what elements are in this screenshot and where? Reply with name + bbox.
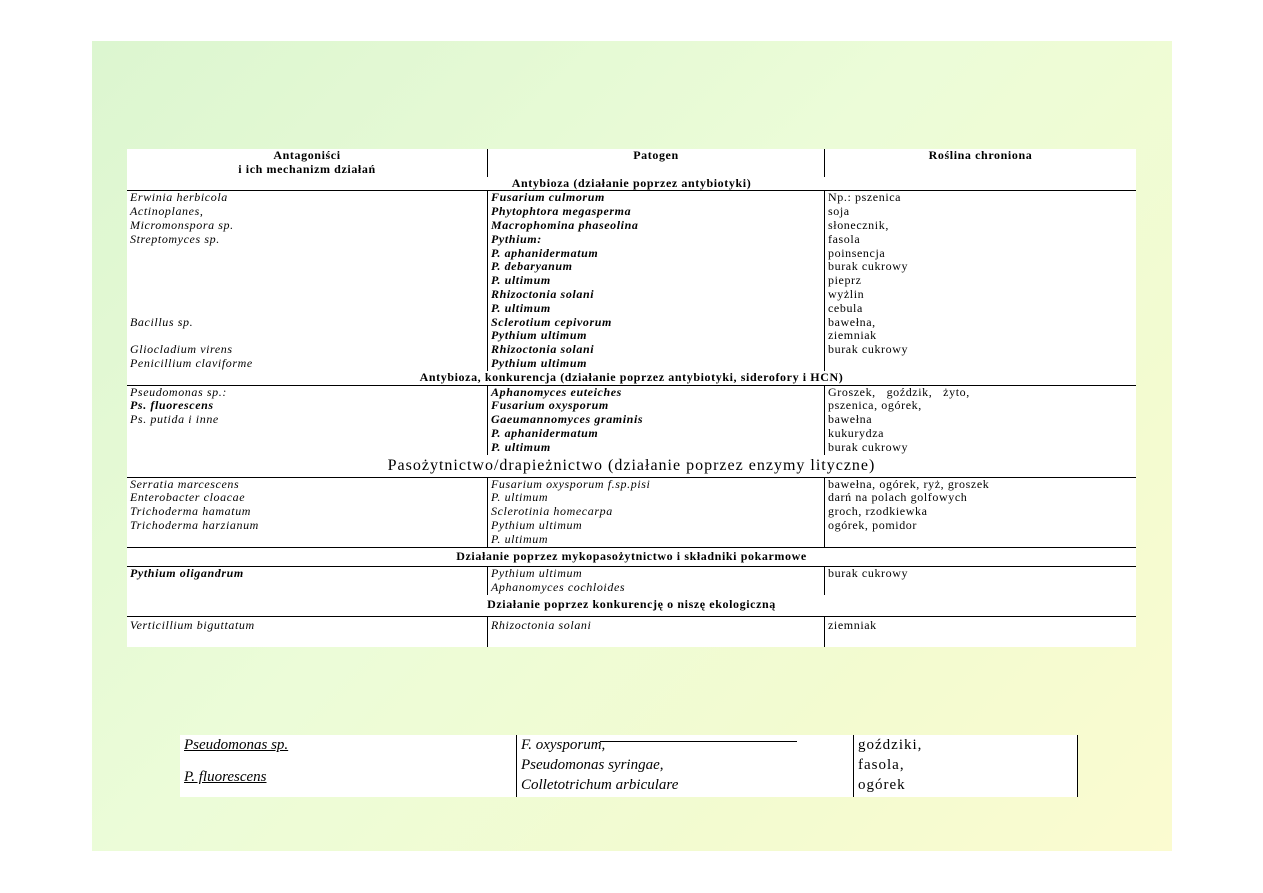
cell-line: Serratia marcescens bbox=[130, 477, 240, 491]
section-title-row bbox=[127, 595, 1136, 616]
cell-line: Pythium ultimum bbox=[491, 517, 583, 532]
cell-line: P. ultimum bbox=[491, 490, 549, 505]
cell-line: Phytophtora megasperma bbox=[491, 204, 632, 219]
section-title-row bbox=[127, 455, 1136, 478]
header-row bbox=[127, 149, 1136, 177]
section-title-row bbox=[127, 371, 1136, 385]
cell-line: Rhizoctonia solani bbox=[491, 617, 592, 632]
cell-line: Antagoniści bbox=[273, 148, 341, 162]
cell-line: burak cukrowy bbox=[828, 259, 909, 274]
cell-line: Sclerotinia homecarpa bbox=[491, 504, 613, 519]
cell-line: poinsencja bbox=[828, 245, 886, 260]
cell-line: Macrophomina phaseolina bbox=[491, 217, 639, 232]
plant-cell bbox=[825, 477, 1137, 547]
cell-line bbox=[130, 247, 484, 261]
cell-line: P. debaryanum bbox=[491, 259, 573, 274]
cell-line: Rhizoctonia solani bbox=[491, 286, 595, 301]
section-title-row bbox=[127, 177, 1136, 191]
plant-cell bbox=[825, 191, 1137, 371]
cell-line: P. ultimum bbox=[491, 439, 551, 454]
cell-line: bawełna, ogórek, ryż, groszek bbox=[828, 477, 990, 491]
cell-line: Pythium oligandrum bbox=[130, 566, 244, 581]
cell-line: Aphanomyces euteiches bbox=[491, 385, 622, 399]
cell-line: Pythium: bbox=[491, 231, 542, 246]
cell-line bbox=[130, 274, 484, 288]
cell-line: burak cukrowy bbox=[828, 566, 909, 581]
antagonist-cell: Pseudomonas sp. P. fluorescens bbox=[184, 737, 289, 785]
cell-line: Pseudomonas sp.: bbox=[130, 385, 227, 399]
cell-line: Erwinia herbicola bbox=[130, 190, 228, 205]
cell-line bbox=[130, 533, 484, 547]
cell-line: burak cukrowy bbox=[828, 439, 909, 454]
cell-line: Ps. fluorescens bbox=[130, 398, 214, 413]
section-body bbox=[127, 477, 1136, 547]
cell-line: soja bbox=[828, 204, 850, 219]
header-pathogen: Patogen bbox=[488, 149, 825, 177]
cell-line: darń na polach golfowych bbox=[828, 490, 968, 505]
pathogen-cell: F. oxysporum, Pseudomonas syringae, Colletotrichum arbiculare bbox=[517, 735, 854, 797]
cell-line: Penicillium claviforme bbox=[130, 355, 253, 370]
header-antagonists bbox=[127, 149, 488, 177]
cell-line: P. aphanidermatum bbox=[491, 245, 599, 260]
section-body bbox=[127, 616, 1136, 647]
cell-line bbox=[828, 533, 1133, 547]
cell-line: pszenica, ogórek, bbox=[828, 398, 922, 413]
cell-line: P. aphanidermatum bbox=[491, 425, 599, 440]
cell-line: Pythium ultimum bbox=[491, 566, 583, 581]
cell-line: Sclerotium cepivorum bbox=[491, 314, 612, 329]
cell-line: Fusarium culmorum bbox=[491, 190, 605, 205]
cell-line: P. ultimum bbox=[491, 531, 549, 546]
cell-line: Verticillium biguttatum bbox=[130, 617, 255, 632]
cell-line: P. ultimum bbox=[491, 300, 551, 315]
cell-line: Groszek, goździk, żyto, bbox=[828, 385, 970, 399]
cell-line: Bacillus sp. bbox=[130, 314, 194, 329]
section-title: Działanie poprzez mykopasożytnictwo i składniki pokarmowe bbox=[127, 547, 1136, 567]
cell-line bbox=[130, 288, 484, 302]
cell-line: bawełna, bbox=[828, 314, 876, 329]
plant-cell bbox=[825, 385, 1137, 454]
section-title: Działanie poprzez konkurencję o niszę ekologiczną bbox=[127, 595, 1136, 616]
cell-line: Fusarium oxysporum f.sp.pisi bbox=[491, 477, 651, 491]
example-row bbox=[180, 735, 1078, 797]
cell-line: Gaeumannomyces graminis bbox=[491, 412, 644, 427]
cell-line: ziemniak bbox=[828, 328, 877, 343]
plant-cell bbox=[825, 616, 1137, 647]
cell-line: ogórek, pomidor bbox=[828, 517, 917, 532]
cell-line bbox=[130, 329, 484, 343]
cell-line: bawełna bbox=[828, 412, 873, 427]
section-body bbox=[127, 385, 1136, 454]
cell-line: ziemniak bbox=[828, 617, 877, 632]
cell-line: Rhizoctonia solani bbox=[491, 342, 595, 357]
cell-line bbox=[130, 441, 484, 455]
section-title: Antybioza, konkurencja (działanie poprzez antybiotyki, siderofory i HCN) bbox=[127, 371, 1136, 385]
cell-line: cebula bbox=[828, 300, 863, 315]
cell-line: i ich mechanizm działań bbox=[238, 161, 376, 176]
cell-line: burak cukrowy bbox=[828, 342, 909, 357]
cell-line bbox=[130, 581, 484, 595]
section-body bbox=[127, 191, 1136, 371]
example-table bbox=[180, 735, 1078, 797]
cell-line: pieprz bbox=[828, 273, 862, 288]
cell-line: Trichoderma hamatum bbox=[130, 504, 252, 519]
cell-line: Micromonspora sp. bbox=[130, 217, 234, 232]
cell-line: Ps. putida i inne bbox=[130, 412, 219, 427]
cell-line: Fusarium oxysporum bbox=[491, 398, 609, 413]
antagonists-table bbox=[127, 149, 1136, 647]
pathogen-cell bbox=[488, 191, 825, 371]
section-body bbox=[127, 567, 1136, 595]
divider-line bbox=[600, 741, 797, 742]
cell-line: Gliocladium virens bbox=[130, 342, 233, 357]
section-title: Pasożytnictwo/drapieżnictwo (działanie poprzez enzymy lityczne) bbox=[127, 455, 1136, 478]
cell-line: wyżlin bbox=[828, 286, 865, 301]
cell-line: Pythium ultimum bbox=[491, 328, 588, 343]
cell-line: P. ultimum bbox=[491, 273, 551, 288]
plant-cell bbox=[825, 567, 1137, 595]
cell-line bbox=[828, 581, 1133, 595]
cell-line bbox=[130, 427, 484, 441]
cell-line: groch, rzodkiewka bbox=[828, 504, 928, 519]
plant-cell: goździki, fasola, ogórek bbox=[854, 735, 1078, 797]
cell-line: kukurydza bbox=[828, 425, 885, 440]
cell-line: Trichoderma harzianum bbox=[130, 517, 259, 532]
cell-line: Streptomyces sp. bbox=[130, 231, 220, 246]
antagonist-cell bbox=[127, 616, 488, 647]
cell-line: fasola bbox=[828, 231, 861, 246]
cell-line bbox=[828, 357, 1133, 371]
cell-line bbox=[130, 260, 484, 274]
pathogen-cell bbox=[488, 616, 825, 647]
header-protected-plant: Roślina chroniona bbox=[825, 149, 1137, 177]
antagonist-cell bbox=[127, 567, 488, 595]
cell-line: Enterobacter cloacae bbox=[130, 490, 246, 505]
cell-line: Pythium ultimum bbox=[491, 355, 588, 370]
pathogen-cell bbox=[488, 385, 825, 454]
section-title-row bbox=[127, 547, 1136, 567]
antagonist-cell bbox=[127, 385, 488, 454]
section-title: Antybioza (działanie poprzez antybiotyki) bbox=[127, 177, 1136, 191]
pathogen-cell bbox=[488, 477, 825, 547]
pathogen-cell bbox=[488, 567, 825, 595]
cell-line: Aphanomyces cochloides bbox=[491, 580, 626, 595]
cell-line: Actinoplanes, bbox=[130, 204, 204, 219]
cell-line: słonecznik, bbox=[828, 217, 889, 232]
antagonist-cell bbox=[127, 477, 488, 547]
antagonist-cell bbox=[127, 191, 488, 371]
cell-line: Np.: pszenica bbox=[828, 190, 902, 205]
cell-line bbox=[130, 302, 484, 316]
